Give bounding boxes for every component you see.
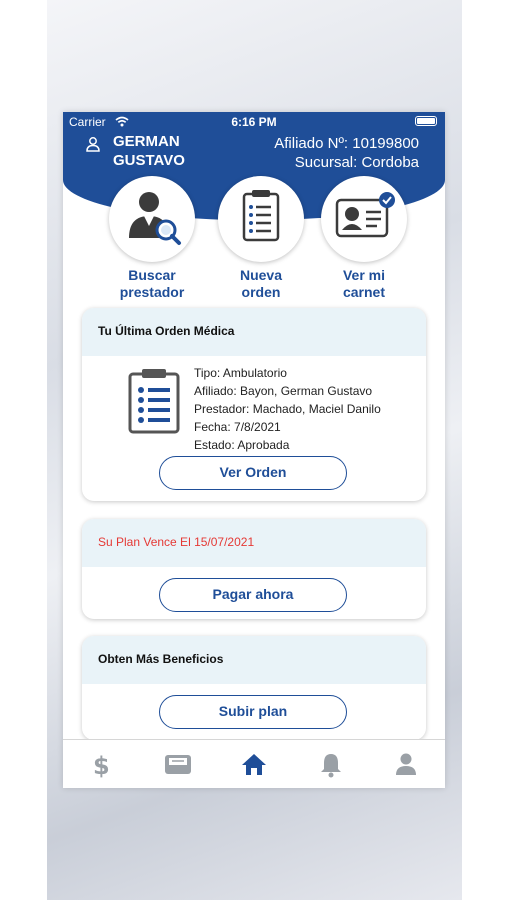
id-card-icon [321, 176, 407, 262]
card-header [82, 636, 426, 684]
order-estado: Estado: Aprobada [194, 438, 290, 452]
last-order-title: Tu Última Orden Médica [98, 324, 235, 338]
phone-screen [63, 112, 445, 788]
battery-icon [415, 116, 437, 126]
card-header [82, 308, 426, 356]
buscar-prestador-label[interactable] [97, 267, 207, 301]
doctor-search-icon [109, 176, 195, 262]
user-icon [85, 136, 101, 157]
nueva-orden-label[interactable] [206, 267, 316, 301]
order-tipo: Tipo: Ambulatorio [194, 366, 287, 380]
inbox-icon[interactable] [163, 752, 193, 781]
svg-text:$: $ [93, 752, 110, 778]
plan-card [82, 519, 426, 619]
status-time: 6:16 PM [231, 115, 277, 129]
card-header [82, 519, 426, 567]
order-afiliado: Afiliado: Bayon, German Gustavo [194, 384, 373, 398]
affiliate-info [274, 134, 419, 172]
plan-expiry-title: Su Plan Vence El 15/07/2021 [98, 535, 255, 549]
benefits-card [82, 636, 426, 740]
user-name [113, 132, 185, 170]
bell-icon[interactable] [319, 752, 343, 783]
afiliado-number: Afiliado Nº: 10199800 [274, 135, 419, 152]
label-line: Nueva [239, 267, 283, 283]
subir-plan-button[interactable]: Subir plan [159, 695, 347, 729]
home-icon[interactable] [240, 752, 268, 781]
benefits-title: Obten Más Beneficios [98, 652, 224, 666]
ver-carnet-label[interactable] [309, 267, 419, 301]
sucursal-label: Sucursal: Cordoba [294, 154, 419, 171]
label-line: carnet [342, 284, 386, 300]
profile-icon[interactable] [395, 752, 417, 781]
order-fecha: Fecha: 7/8/2021 [194, 420, 281, 434]
ver-carnet-button[interactable] [321, 176, 407, 262]
pagar-ahora-button[interactable]: Pagar ahora [159, 578, 347, 612]
label-line: prestador [119, 284, 185, 300]
last-order-card [82, 308, 426, 501]
order-prestador: Prestador: Machado, Maciel Danilo [194, 402, 381, 416]
user-name-line2: GUSTAVO [113, 152, 185, 169]
label-line: orden [241, 284, 281, 300]
carrier-label: Carrier [69, 115, 106, 129]
order-details [194, 364, 381, 454]
tab-bar [63, 739, 445, 788]
user-name-line1: GERMAN [113, 133, 180, 150]
clipboard-icon [218, 176, 304, 262]
status-bar [63, 115, 445, 131]
label-line: Ver mi [342, 267, 386, 283]
ver-orden-button[interactable]: Ver Orden [159, 456, 347, 490]
order-clipboard-icon [128, 368, 180, 439]
buscar-prestador-button[interactable] [109, 176, 195, 262]
dollar-icon[interactable] [92, 752, 110, 783]
nueva-orden-button[interactable] [218, 176, 304, 262]
label-line: Buscar [128, 267, 176, 283]
